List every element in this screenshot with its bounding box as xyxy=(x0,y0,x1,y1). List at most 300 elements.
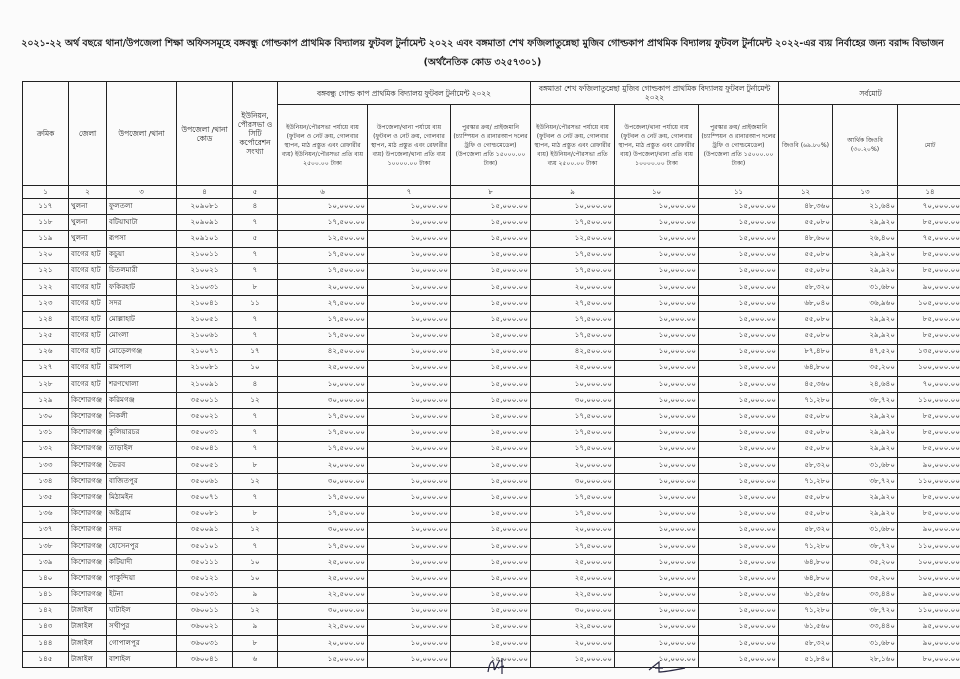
bb-prize-cell: ১৫,০০০.০০ xyxy=(451,215,531,231)
code-cell: ২১০০৮১ xyxy=(177,360,233,376)
bb-upazila-cell: ১০,০০০.০০ xyxy=(368,474,451,490)
bm-union-cell: ২০,০০০.০০ xyxy=(531,522,615,538)
govt-cell: ৭১,২৮০ xyxy=(779,538,833,554)
bb-union-cell: ২২,৫০০.০০ xyxy=(278,619,368,635)
bb-upazila-cell: ১০,০০০.০০ xyxy=(368,636,451,652)
table-row xyxy=(23,344,960,360)
bb-union-cell: ১৭,৫০০.০০ xyxy=(278,506,368,522)
code-cell: ৩৫০০৯১ xyxy=(177,522,233,538)
bb-upazila-cell: ১০,০০০.০০ xyxy=(368,344,451,360)
bb-prize-cell: ১৫,০০০.০০ xyxy=(451,360,531,376)
aid-cell: ৩৮,৭২০ xyxy=(833,538,898,554)
bm-upazila-cell: ১০,০০০.০০ xyxy=(615,474,699,490)
bm-upazila-cell: ১০,০০০.০০ xyxy=(615,603,699,619)
bb-union-cell: ৩০,০০০.০০ xyxy=(278,474,368,490)
aid-cell: ৩৮,৭২০ xyxy=(833,603,898,619)
aid-cell: ২৬,৪০০ xyxy=(833,231,898,247)
upazila-cell: ঘাটাইল xyxy=(107,603,177,619)
govt-cell: ৪৮,৩৬০ xyxy=(779,199,833,215)
bm-union-cell: ১৭,৫০০.০০ xyxy=(531,263,615,279)
col-header-aid: আর্থিক জিওবি (৩০.২০%) xyxy=(833,105,898,186)
aid-cell: ২৯,৯২০ xyxy=(833,409,898,425)
bm-prize-cell: ১৫,০০০.০০ xyxy=(699,538,779,554)
govt-cell: ৫১,৮৪০ xyxy=(779,652,833,668)
bm-prize-cell: ১৫,০০০.০০ xyxy=(699,555,779,571)
bm-upazila-cell: ১০,০০০.০০ xyxy=(615,425,699,441)
table-row xyxy=(23,312,960,328)
govt-cell: ৫৫,০৮০ xyxy=(779,328,833,344)
bm-upazila-cell: ১০,০০০.০০ xyxy=(615,441,699,457)
code-cell: ৩৬০০২১ xyxy=(177,619,233,635)
table-row xyxy=(23,360,960,376)
table-row xyxy=(23,296,960,312)
table-row xyxy=(23,263,960,279)
table-row xyxy=(23,555,960,571)
bm-upazila-cell: ১০,০০০.০০ xyxy=(615,393,699,409)
bm-union-cell: ১৭,৫০০.০০ xyxy=(531,215,615,231)
serial-cell: ১৩৫ xyxy=(23,490,69,506)
bb-upazila-cell: ১০,০০০.০০ xyxy=(368,247,451,263)
code-cell: ২১০০২১ xyxy=(177,263,233,279)
bb-union-cell: ৪২,৫০০.০০ xyxy=(278,344,368,360)
govt-cell: ৭১,২৮০ xyxy=(779,393,833,409)
bm-union-cell: ২৫,০০০.০০ xyxy=(531,360,615,376)
total-cell: ৭০,০০০.০০ xyxy=(898,199,960,215)
upazila-cell: ইটনা xyxy=(107,587,177,603)
col-header-bb-prize: পুরস্কার ক্রয়/ প্রাইজমানি (চ্যাম্পিয়ন ও রানারআপ দলের ট্রফি ও গোল্ডমেডেল) (উপজেলা প্রতি ১৫০০০.০০ টাকা) xyxy=(451,105,531,186)
total-cell: ১০০,০০০.০০ xyxy=(898,555,960,571)
bb-prize-cell: ১৫,০০০.০০ xyxy=(451,522,531,538)
bb-union-cell: ১৭,৫০০.০০ xyxy=(278,409,368,425)
bb-union-cell: ১৭,৫০০.০০ xyxy=(278,538,368,554)
col-header-bb-upazila: উপজেলা/থানা পর্যায়ে ব্যয় (ফুটবল ও নেট ক্রয়, গোলবার স্থাপন, মাঠ প্রস্তুত এবং রেফারীর ব্যয়) উপজেলা/থানা প্রতি ব্যয় ১০০০০.০০ টাকা xyxy=(368,105,451,186)
column-number: ১ xyxy=(23,186,69,199)
upazila-cell: করিমগঞ্জ xyxy=(107,393,177,409)
govt-cell: ৬১,৫৬০ xyxy=(779,587,833,603)
bb-upazila-cell: ১০,০০০.০০ xyxy=(368,458,451,474)
bm-union-cell: ৩০,০০০.০০ xyxy=(531,603,615,619)
bb-union-cell: ৩০,০০০.০০ xyxy=(278,393,368,409)
table-row xyxy=(23,522,960,538)
total-cell: ৮০,০০০.০০ xyxy=(898,652,960,668)
table-row xyxy=(23,619,960,635)
total-cell: ৮৫,০০০.০০ xyxy=(898,441,960,457)
union-count-cell: ৮ xyxy=(233,636,278,652)
bb-upazila-cell: ১০,০০০.০০ xyxy=(368,328,451,344)
union-count-cell: ৮ xyxy=(233,506,278,522)
aid-cell: ২৯,৯২০ xyxy=(833,506,898,522)
serial-cell: ১৩৯ xyxy=(23,555,69,571)
bm-union-cell: ১০,০০০.০০ xyxy=(531,199,615,215)
bm-prize-cell: ১৫,০০০.০০ xyxy=(699,360,779,376)
bm-prize-cell: ১৫,০০০.০০ xyxy=(699,312,779,328)
bm-union-cell: ২০,০০০.০০ xyxy=(531,458,615,474)
serial-cell: ১১৮ xyxy=(23,215,69,231)
bm-union-cell: ১৭,৫০০.০০ xyxy=(531,409,615,425)
bb-union-cell: ১৭,৫০০.০০ xyxy=(278,425,368,441)
govt-cell: ৫৫,০৮০ xyxy=(779,312,833,328)
bm-upazila-cell: ১০,০০০.০০ xyxy=(615,199,699,215)
bm-union-cell: ১৭,৫০০.০০ xyxy=(531,312,615,328)
union-count-cell: ৮ xyxy=(233,279,278,295)
bb-upazila-cell: ১০,০০০.০০ xyxy=(368,555,451,571)
bm-prize-cell: ১৫,০০০.০০ xyxy=(699,441,779,457)
bm-upazila-cell: ১০,০০০.০০ xyxy=(615,619,699,635)
bb-union-cell: ১৭,৫০০.০০ xyxy=(278,247,368,263)
bm-upazila-cell: ১০,০০০.০০ xyxy=(615,296,699,312)
total-cell: ৭০,০০০.০০ xyxy=(898,377,960,393)
column-number: ৫ xyxy=(233,186,278,199)
code-cell: ৩৫০০৪১ xyxy=(177,441,233,457)
district-cell: কিশোরগঞ্জ xyxy=(69,587,107,603)
code-cell: ৩৫০১০১ xyxy=(177,538,233,554)
upazila-cell: চিতলমারী xyxy=(107,263,177,279)
serial-cell: ১৩২ xyxy=(23,441,69,457)
upazila-cell: ফকিরহাট xyxy=(107,279,177,295)
govt-cell: ৪৮,৬০০ xyxy=(779,231,833,247)
table-row xyxy=(23,409,960,425)
bb-union-cell: ১২,৫০০.০০ xyxy=(278,231,368,247)
serial-cell: ১৩৬ xyxy=(23,506,69,522)
bb-prize-cell: ১৫,০০০.০০ xyxy=(451,393,531,409)
serial-cell: ১৪৩ xyxy=(23,619,69,635)
aid-cell: ৩১,৬৮০ xyxy=(833,522,898,538)
total-cell: ১০৫,০০০.০০ xyxy=(898,296,960,312)
bb-prize-cell: ১৫,০০০.০০ xyxy=(451,328,531,344)
govt-cell: ৫৫,০৮০ xyxy=(779,215,833,231)
bb-union-cell: ২৭,৫০০.০০ xyxy=(278,296,368,312)
table-row xyxy=(23,199,960,215)
bb-upazila-cell: ১০,০০০.০০ xyxy=(368,619,451,635)
upazila-cell: মোল্লাহাট xyxy=(107,312,177,328)
bm-upazila-cell: ১০,০০০.০০ xyxy=(615,215,699,231)
aid-cell: ৩৮,৭২০ xyxy=(833,474,898,490)
code-cell: ৩৫০০৭১ xyxy=(177,490,233,506)
column-number: ৬ xyxy=(278,186,368,199)
bm-prize-cell: ১৫,০০০.০০ xyxy=(699,522,779,538)
union-count-cell: ৭ xyxy=(233,215,278,231)
bb-upazila-cell: ১০,০০০.০০ xyxy=(368,506,451,522)
table-row xyxy=(23,425,960,441)
bm-union-cell: ১৭,৫০০.০০ xyxy=(531,328,615,344)
union-count-cell: ১০ xyxy=(233,555,278,571)
table-row xyxy=(23,603,960,619)
bb-upazila-cell: ১০,০০০.০০ xyxy=(368,409,451,425)
code-cell: ২১০০৬১ xyxy=(177,328,233,344)
serial-cell: ১২৭ xyxy=(23,360,69,376)
union-count-cell: ৭ xyxy=(233,441,278,457)
district-cell: কিশোরগঞ্জ xyxy=(69,441,107,457)
union-count-cell: ৭ xyxy=(233,538,278,554)
govt-cell: ৫৫,০৮০ xyxy=(779,506,833,522)
bm-union-cell: ২০,০০০.০০ xyxy=(531,279,615,295)
code-cell: ২০৯০৯১ xyxy=(177,215,233,231)
bm-upazila-cell: ১০,০০০.০০ xyxy=(615,571,699,587)
column-number-row xyxy=(23,186,960,199)
govt-cell: ৫৫,০৮০ xyxy=(779,409,833,425)
serial-cell: ১২৮ xyxy=(23,377,69,393)
table-row xyxy=(23,393,960,409)
aid-cell: ২৯,৯২০ xyxy=(833,490,898,506)
aid-cell: ৩৬,৯৬০ xyxy=(833,296,898,312)
total-cell: ৮৫,০০০.০০ xyxy=(898,215,960,231)
bm-upazila-cell: ১০,০০০.০০ xyxy=(615,522,699,538)
bb-prize-cell: ১৫,০০০.০০ xyxy=(451,571,531,587)
upazila-cell: ফুলতলা xyxy=(107,199,177,215)
district-cell: টাঙ্গাইল xyxy=(69,652,107,668)
bm-prize-cell: ১৫,০০০.০০ xyxy=(699,279,779,295)
bm-prize-cell: ১৫,০০০.০০ xyxy=(699,263,779,279)
code-cell: ২০৯০৮১ xyxy=(177,199,233,215)
union-count-cell: ৭ xyxy=(233,263,278,279)
bb-prize-cell: ১৫,০০০.০০ xyxy=(451,587,531,603)
table-row xyxy=(23,506,960,522)
bb-prize-cell: ১৫,০০০.০০ xyxy=(451,263,531,279)
bm-upazila-cell: ১০,০০০.০০ xyxy=(615,312,699,328)
union-count-cell: ১২ xyxy=(233,474,278,490)
bm-prize-cell: ১৫,০০০.০০ xyxy=(699,603,779,619)
bm-union-cell: ১৭,৫০০.০০ xyxy=(531,441,615,457)
district-cell: বাগের হাট xyxy=(69,263,107,279)
code-cell: ৩৫০১২১ xyxy=(177,571,233,587)
bm-prize-cell: ১৫,০০০.০০ xyxy=(699,619,779,635)
serial-cell: ১৪৫ xyxy=(23,652,69,668)
upazila-cell: রামপাল xyxy=(107,360,177,376)
bm-union-cell: ৩০,০০০.০০ xyxy=(531,393,615,409)
code-cell: ৩৫০১৩১ xyxy=(177,587,233,603)
govt-cell: ৫৫,০৮০ xyxy=(779,247,833,263)
bb-prize-cell: ১৫,০০০.০০ xyxy=(451,619,531,635)
bb-upazila-cell: ১০,০০০.০০ xyxy=(368,360,451,376)
bb-union-cell: ৩০,০০০.০০ xyxy=(278,603,368,619)
bm-upazila-cell: ১০,০০০.০০ xyxy=(615,247,699,263)
total-cell: ৯০,০০০.০০ xyxy=(898,279,960,295)
upazila-cell: মোড়েলগঞ্জ xyxy=(107,344,177,360)
total-cell: ৯৫,০০০.০০ xyxy=(898,587,960,603)
aid-cell: ৩১,৬৮০ xyxy=(833,458,898,474)
govt-cell: ৬৪,৮০০ xyxy=(779,571,833,587)
union-count-cell: ৯ xyxy=(233,619,278,635)
col-header-code: উপজেলা /থানা কোড xyxy=(177,82,233,186)
aid-cell: ৩৫,২০০ xyxy=(833,555,898,571)
union-count-cell: ৬ xyxy=(233,652,278,668)
total-cell: ১৩৫,০০০.০০ xyxy=(898,344,960,360)
table-row xyxy=(23,215,960,231)
bm-prize-cell: ১৫,০০০.০০ xyxy=(699,344,779,360)
govt-cell: ৮৭,৪৮০ xyxy=(779,344,833,360)
column-number: ৩ xyxy=(107,186,177,199)
code-cell: ২১০০৭১ xyxy=(177,344,233,360)
total-cell: ৮৫,০০০.০০ xyxy=(898,425,960,441)
bm-union-cell: ১০,০০০.০০ xyxy=(531,377,615,393)
bb-prize-cell: ১৫,০০০.০০ xyxy=(451,425,531,441)
aid-cell: ৩৮,৭২০ xyxy=(833,393,898,409)
serial-cell: ১৩৮ xyxy=(23,538,69,554)
upazila-cell: তাড়াইল xyxy=(107,441,177,457)
bb-prize-cell: ১৫,০০০.০০ xyxy=(451,344,531,360)
col-header-upazila: উপজেলা /থানা xyxy=(107,82,177,186)
union-count-cell: ১০ xyxy=(233,571,278,587)
serial-cell: ১৩১ xyxy=(23,425,69,441)
total-cell: ৮৫,০০০.০০ xyxy=(898,247,960,263)
upazila-cell: ভৈরব xyxy=(107,458,177,474)
bb-union-cell: ১০,০০০.০০ xyxy=(278,377,368,393)
bb-union-cell: ২৫,০০০.০০ xyxy=(278,571,368,587)
district-cell: খুলনা xyxy=(69,199,107,215)
signature-mark-left xyxy=(482,654,512,678)
table-row xyxy=(23,279,960,295)
district-cell: কিশোরগঞ্জ xyxy=(69,393,107,409)
bb-union-cell: ১৭,৫০০.০০ xyxy=(278,215,368,231)
district-cell: বাগের হাট xyxy=(69,328,107,344)
aid-cell: ২৮,১৬০ xyxy=(833,652,898,668)
bb-prize-cell: ১৫,০০০.০০ xyxy=(451,296,531,312)
serial-cell: ১৪১ xyxy=(23,587,69,603)
total-cell: ৮৫,০০০.০০ xyxy=(898,490,960,506)
bm-prize-cell: ১৫,০০০.০০ xyxy=(699,474,779,490)
serial-cell: ১৩০ xyxy=(23,409,69,425)
bm-upazila-cell: ১০,০০০.০০ xyxy=(615,377,699,393)
total-cell: ১১০,০০০.০০ xyxy=(898,474,960,490)
bm-union-cell: ১৭,৫০০.০০ xyxy=(531,506,615,522)
bm-union-cell: ২২,৫০০.০০ xyxy=(531,587,615,603)
code-cell: ২১০০৯১ xyxy=(177,377,233,393)
total-cell: ৮৫,০০০.০০ xyxy=(898,409,960,425)
serial-cell: ১৩৩ xyxy=(23,458,69,474)
govt-cell: ৫৫,০৮০ xyxy=(779,490,833,506)
table-row xyxy=(23,328,960,344)
bm-union-cell: ২৫,০০০.০০ xyxy=(531,571,615,587)
document-title: ২০২১-২২ অর্থ বছরে থানা/উপজেলা শিক্ষা অফিসসমূহে বঙ্গবন্ধু গোল্ডকাপ প্রাথমিক বিদ্যালয় ফুটবল টুর্নামেন্ট ২০২২ এবং বঙ্গমাতা শেখ ফজিলাতুন্নেছা মুজিব গোল্ডকাপ প্রাথমিক বিদ্যালয় ফুটবল টুর্নামেন্ট ২০২২-এর ব্যয় নির্বাহের জন্য বরাদ্দ বিভাজন xyxy=(21,38,944,49)
union-count-cell: ৫ xyxy=(233,231,278,247)
bb-upazila-cell: ১০,০০০.০০ xyxy=(368,377,451,393)
column-number: ২ xyxy=(69,186,107,199)
union-count-cell: ১২ xyxy=(233,603,278,619)
union-count-cell: ৭ xyxy=(233,328,278,344)
union-count-cell: ১৭ xyxy=(233,344,278,360)
bm-prize-cell: ১৫,০০০.০০ xyxy=(699,490,779,506)
col-header-union-count: ইউনিয়ন, পৌরসভা ও সিটি কর্পোরেশন সংখ্যা xyxy=(233,82,278,186)
bb-union-cell: ১৭,৫০০.০০ xyxy=(278,490,368,506)
table-row xyxy=(23,247,960,263)
bm-union-cell: ২২,৫০০.০০ xyxy=(531,619,615,635)
code-cell: ৩৫০০৫১ xyxy=(177,458,233,474)
bb-union-cell: ২৫,০০০.০০ xyxy=(278,360,368,376)
bm-upazila-cell: ১০,০০০.০০ xyxy=(615,279,699,295)
govt-cell: ৫৮,৩২০ xyxy=(779,636,833,652)
code-cell: ২১০০৩১ xyxy=(177,279,233,295)
union-count-cell: ১০ xyxy=(233,360,278,376)
union-count-cell: ৪ xyxy=(233,377,278,393)
bb-upazila-cell: ১০,০০০.০০ xyxy=(368,603,451,619)
aid-cell: ২৯,৯২০ xyxy=(833,215,898,231)
upazila-cell: বাশাইল xyxy=(107,652,177,668)
bm-upazila-cell: ১০,০০০.০০ xyxy=(615,458,699,474)
bm-upazila-cell: ১০,০০০.০০ xyxy=(615,555,699,571)
aid-cell: ২৯,৯২০ xyxy=(833,425,898,441)
serial-cell: ১১৯ xyxy=(23,231,69,247)
bb-union-cell: ২২,৫০০.০০ xyxy=(278,587,368,603)
govt-cell: ৫৮,৩২০ xyxy=(779,458,833,474)
upazila-cell: কুলিয়ারচর xyxy=(107,425,177,441)
serial-cell: ১৪২ xyxy=(23,603,69,619)
district-cell: বাগের হাট xyxy=(69,296,107,312)
district-cell: বাগের হাট xyxy=(69,279,107,295)
total-cell: ৮৫,০০০.০০ xyxy=(898,263,960,279)
bb-union-cell: ১০,০০০.০০ xyxy=(278,199,368,215)
bm-upazila-cell: ১০,০০০.০০ xyxy=(615,587,699,603)
union-count-cell: ৭ xyxy=(233,425,278,441)
col-header-govt: জিওবি (৬৯.৮০%) xyxy=(779,105,833,186)
district-cell: টাঙ্গাইল xyxy=(69,603,107,619)
serial-cell: ১৪৪ xyxy=(23,636,69,652)
serial-cell: ১৩৪ xyxy=(23,474,69,490)
bm-upazila-cell: ১০,০০০.০০ xyxy=(615,231,699,247)
bm-upazila-cell: ১০,০০০.০০ xyxy=(615,506,699,522)
upazila-cell: হোসেনপুর xyxy=(107,538,177,554)
district-cell: কিশোরগঞ্জ xyxy=(69,538,107,554)
aid-cell: ৩১,৬৮০ xyxy=(833,279,898,295)
district-cell: কিশোরগঞ্জ xyxy=(69,571,107,587)
economic-code-subtitle: (অর্থনৈতিক কোড ৩২৫৭৩০১) xyxy=(423,57,542,68)
column-number: ১১ xyxy=(699,186,779,199)
bm-upazila-cell: ১০,০০০.০০ xyxy=(615,652,699,668)
bb-prize-cell: ১৫,০০০.০০ xyxy=(451,506,531,522)
govt-cell: ৫৫,০৮০ xyxy=(779,425,833,441)
govt-cell: ৬১,৫৬০ xyxy=(779,619,833,635)
bm-prize-cell: ১৫,০০০.০০ xyxy=(699,296,779,312)
bb-union-cell: ১৭,৫০০.০০ xyxy=(278,441,368,457)
bb-prize-cell: ১৫,০০০.০০ xyxy=(451,603,531,619)
bb-prize-cell: ১৫,০০০.০০ xyxy=(451,490,531,506)
bb-upazila-cell: ১০,০০০.০০ xyxy=(368,571,451,587)
district-cell: কিশোরগঞ্জ xyxy=(69,522,107,538)
bm-upazila-cell: ১০,০০০.০০ xyxy=(615,409,699,425)
bb-prize-cell: ১৫,০০০.০০ xyxy=(451,555,531,571)
code-cell: ২১০০৫১ xyxy=(177,312,233,328)
bb-prize-cell: ১৫,০০০.০০ xyxy=(451,199,531,215)
column-number: ৭ xyxy=(368,186,451,199)
union-count-cell: ৭ xyxy=(233,490,278,506)
aid-cell: ৩৫,২০০ xyxy=(833,360,898,376)
bb-prize-cell: ১৫,০০০.০০ xyxy=(451,231,531,247)
district-cell: কিশোরগঞ্জ xyxy=(69,425,107,441)
bb-upazila-cell: ১০,০০০.০০ xyxy=(368,538,451,554)
upazila-cell: সদর xyxy=(107,296,177,312)
bm-upazila-cell: ১০,০০০.০০ xyxy=(615,636,699,652)
upazila-cell: বাজিতপুর xyxy=(107,474,177,490)
code-cell: ৩৫০০৬১ xyxy=(177,474,233,490)
table-row xyxy=(23,441,960,457)
serial-cell: ১২৬ xyxy=(23,344,69,360)
bb-union-cell: ১৭,৫০০.০০ xyxy=(278,263,368,279)
col-header-bm-upazila: উপজেলা/থানা পর্যায়ে ব্যয় (ফুটবল ও নেট ক্রয়, গোলবার স্থাপন, মাঠ প্রস্তুত এবং রেফারীর ব্যয়) উপজেলা/থানা প্রতি ব্যয় ১০০০০.০০ টাকা xyxy=(615,105,699,186)
bb-prize-cell: ১৫,০০০.০০ xyxy=(451,652,531,668)
govt-cell: ৪৫,৩৬০ xyxy=(779,377,833,393)
bb-union-cell: ১৫,০০০.০০ xyxy=(278,652,368,668)
bm-prize-cell: ১৫,০০০.০০ xyxy=(699,571,779,587)
upazila-cell: গোপালপুর xyxy=(107,636,177,652)
bb-union-cell: ৩০,০০০.০০ xyxy=(278,522,368,538)
signature-mark-right xyxy=(645,656,689,678)
table-row xyxy=(23,636,960,652)
table-row xyxy=(23,571,960,587)
bm-union-cell: ১৭,৫০০.০০ xyxy=(531,247,615,263)
govt-cell: ৫৮,৩২০ xyxy=(779,279,833,295)
upazila-cell: কচুয়া xyxy=(107,247,177,263)
bm-prize-cell: ১৫,০০০.০০ xyxy=(699,652,779,668)
bm-union-cell: ৩০,০০০.০০ xyxy=(531,474,615,490)
